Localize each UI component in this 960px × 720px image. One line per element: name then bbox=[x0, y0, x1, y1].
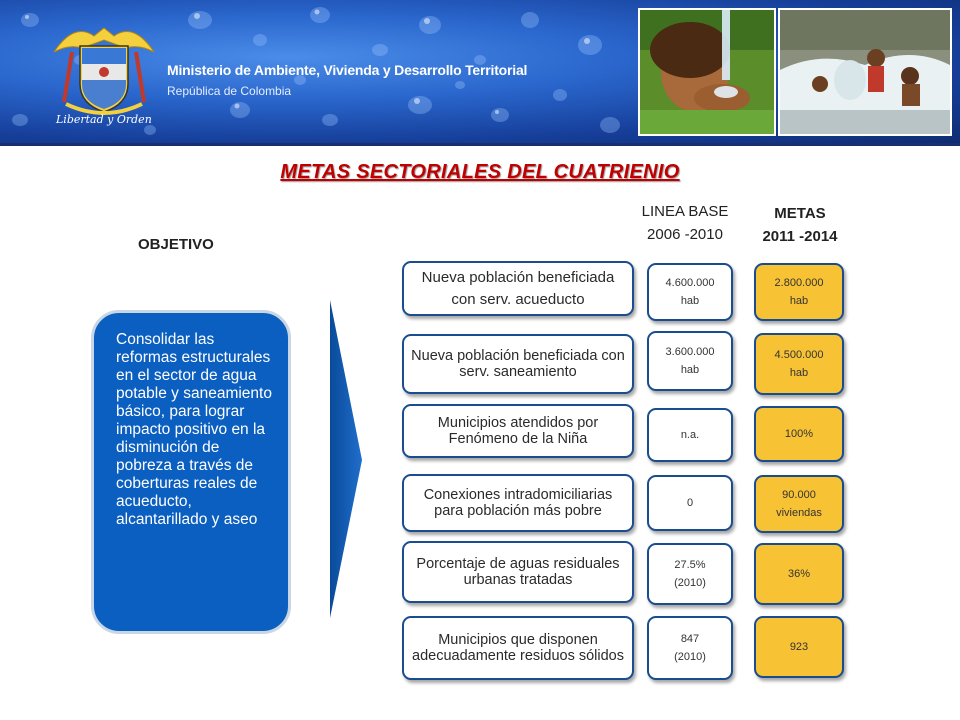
baseline-value-box: 847 (2010) bbox=[647, 616, 733, 680]
indicator-box: Nueva población beneficiada con serv. acueducto bbox=[402, 261, 634, 316]
baseline-header-line2: 2006 -2010 bbox=[647, 226, 723, 243]
targets-header-line2: 2011 -2014 bbox=[762, 228, 838, 245]
baseline-value-box: 3.600.000 hab bbox=[647, 331, 733, 391]
page-title: METAS SECTORIALES DEL CUATRIENIO bbox=[280, 161, 680, 183]
indicator-box: Nueva población beneficiada con serv. saneamiento bbox=[402, 334, 634, 394]
objective-heading: OBJETIVO bbox=[138, 236, 214, 253]
children-in-fountain-photo bbox=[778, 8, 952, 136]
objective-text: Consolidar las reformas estructurales en el sector de agua potable y saneamiento básico, para lograr impacto positivo en la disminución de pobreza a través de coberturas reales de acueducto, alcantarillado y aseo bbox=[116, 331, 272, 528]
indicator-box: Municipios atendidos por Fenómeno de la Niña bbox=[402, 404, 634, 458]
indicator-box: Conexiones intradomiciliarias para población más pobre bbox=[402, 474, 634, 532]
baseline-column-header bbox=[625, 200, 745, 246]
baseline-header-line1: LINEA BASE bbox=[641, 203, 729, 220]
target-value-box: 2.800.000 hab bbox=[754, 263, 844, 321]
targets-header-line1: METAS bbox=[774, 205, 826, 222]
target-value-box: 90.000 viviendas bbox=[754, 475, 844, 533]
target-value-box: 36% bbox=[754, 543, 844, 605]
emblem-motto: Libertad y Orden bbox=[56, 113, 152, 126]
baseline-value-box: 27.5% (2010) bbox=[647, 543, 733, 605]
republic-name: República de Colombia bbox=[167, 84, 292, 98]
baseline-value-box: 0 bbox=[647, 475, 733, 531]
target-value-box: 100% bbox=[754, 406, 844, 462]
targets-column-header bbox=[745, 202, 855, 248]
header-banner bbox=[0, 0, 960, 143]
indicator-box: Municipios que disponen adecuadamente residuos sólidos bbox=[402, 616, 634, 680]
indicator-box: Porcentaje de aguas residuales urbanas tratadas bbox=[402, 541, 634, 603]
chevron-arrow-icon bbox=[330, 300, 366, 620]
child-drinking-water-photo bbox=[638, 8, 776, 136]
baseline-value-box: 4.600.000 hab bbox=[647, 263, 733, 321]
header-divider bbox=[0, 143, 960, 146]
objective-box bbox=[91, 310, 291, 634]
target-value-box: 4.500.000 hab bbox=[754, 333, 844, 395]
ministry-name: Ministerio de Ambiente, Vivienda y Desarrollo Territorial bbox=[167, 62, 528, 78]
baseline-value-box: n.a. bbox=[647, 408, 733, 462]
target-value-box: 923 bbox=[754, 616, 844, 678]
